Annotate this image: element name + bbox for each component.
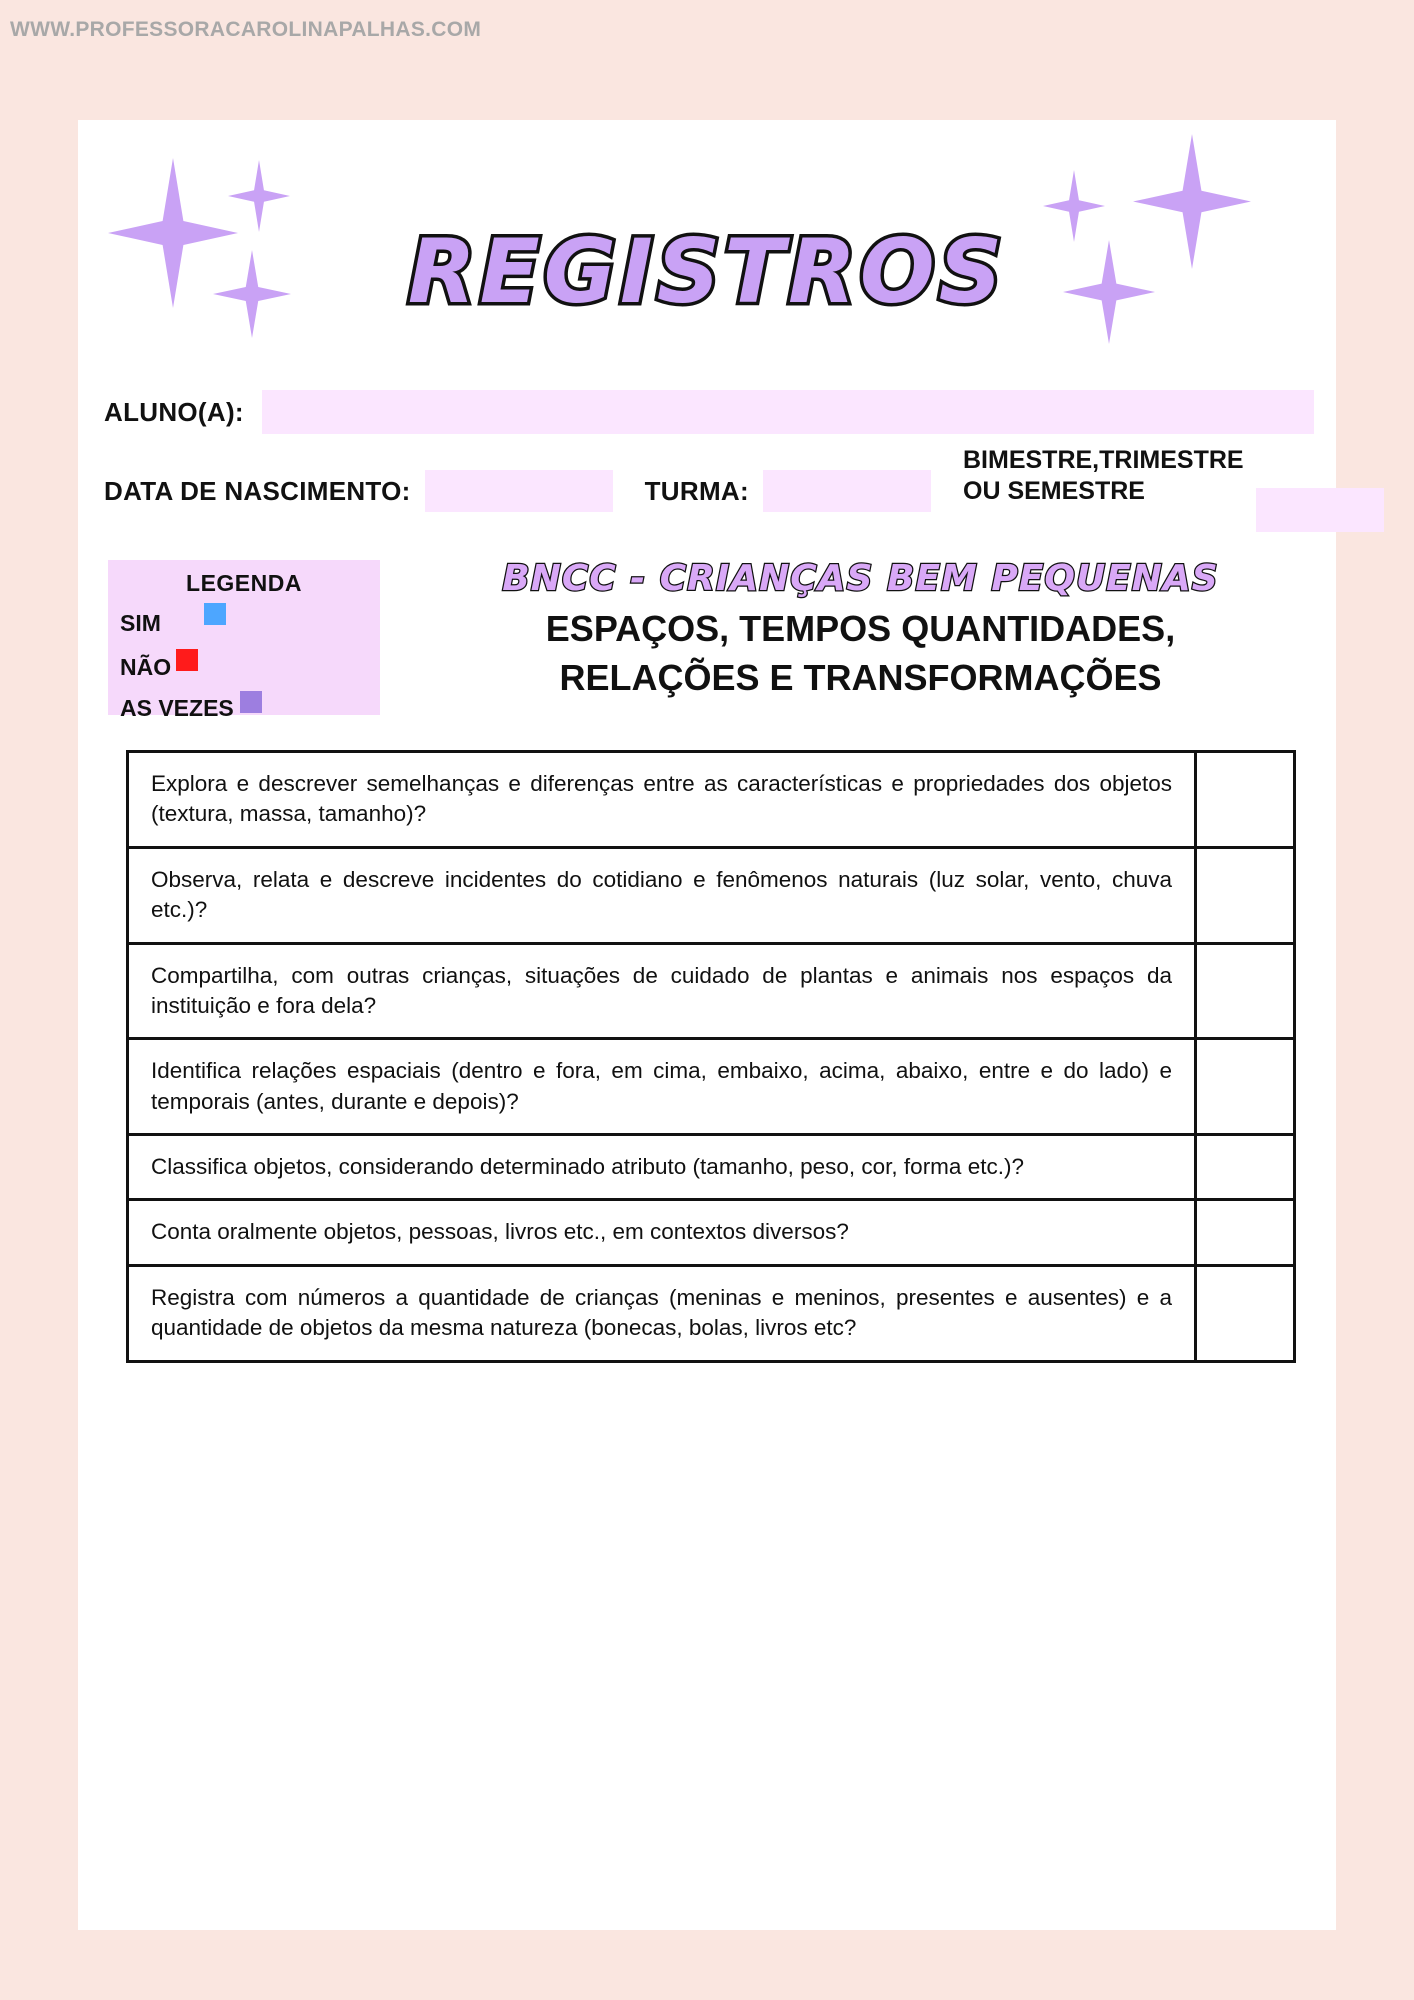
sparkle-icon [1043, 170, 1105, 242]
criteria-text: Classifica objetos, considerando determinado atributo (tamanho, peso, cor, forma etc.)? [128, 1135, 1196, 1200]
sparkle-icon [1133, 134, 1251, 269]
student-name-row [104, 390, 1314, 434]
bncc-heading: BNCC - CRIANÇAS BEM PEQUENAS [502, 558, 1219, 599]
legend-label-as-vezes: AS VEZES [120, 694, 234, 721]
criteria-text: Observa, relata e descreve incidentes do cotidiano e fenômenos naturais (luz solar, vento, chuva etc.)? [128, 847, 1196, 943]
student-name-label: ALUNO(A): [104, 396, 244, 427]
table-row [128, 1135, 1295, 1200]
table-row [128, 1039, 1295, 1135]
sparkle-icon [1063, 240, 1155, 344]
table-row [128, 847, 1295, 943]
sparkle-icon [108, 158, 238, 308]
legend-label-nao: NÃO [120, 653, 172, 680]
legend-label-sim: SIM [120, 609, 161, 636]
birthdate-input[interactable] [425, 470, 613, 512]
legend-item-as-vezes [108, 691, 380, 725]
table-row [128, 1200, 1295, 1265]
criteria-mark-cell[interactable] [1196, 943, 1295, 1039]
period-label-line2: OU SEMESTRE [963, 477, 1145, 506]
criteria-text: Registra com números a quantidade de crianças (meninas e meninos, presentes e ausentes) e a quantidade de objetos da mesma natureza (bonecas, bolas, livros etc? [128, 1265, 1196, 1361]
legend-swatch-sim-icon [204, 603, 226, 625]
legend-item-nao [108, 649, 380, 685]
page-title-wrap [78, 220, 1336, 323]
worksheet-page [78, 120, 1336, 1930]
class-input[interactable] [763, 470, 931, 512]
criteria-mark-cell[interactable] [1196, 1039, 1295, 1135]
section-subtitle-line2: RELAÇÕES E TRANSFORMAÇÕES [559, 656, 1162, 698]
criteria-text: Conta oralmente objetos, pessoas, livros etc., em contextos diversos? [128, 1200, 1196, 1265]
criteria-text: Explora e descrever semelhanças e diferenças entre as características e propriedades dos objetos (textura, massa, tamanho)? [128, 752, 1196, 848]
class-label: TURMA: [644, 475, 749, 506]
table-row [128, 943, 1295, 1039]
criteria-mark-cell[interactable] [1196, 1135, 1295, 1200]
criteria-mark-cell[interactable] [1196, 847, 1295, 943]
section-subtitle-line1: ESPAÇOS, TEMPOS QUANTIDADES, [545, 608, 1176, 649]
criteria-table [126, 750, 1296, 1363]
criteria-mark-cell[interactable] [1196, 1265, 1295, 1361]
sparkle-icon [213, 250, 291, 338]
legend-box [108, 560, 380, 721]
legend-swatch-nao-icon [176, 649, 198, 671]
table-row [128, 752, 1295, 848]
legend-swatch-as-vezes-icon [240, 691, 262, 713]
criteria-text: Compartilha, com outras crianças, situações de cuidado de plantas e animais nos espaços da instituição e fora dela? [128, 943, 1196, 1039]
period-label [963, 445, 1244, 508]
sparkle-icon [228, 160, 290, 232]
legend-title: LEGENDA [186, 570, 302, 596]
section-subtitle [408, 605, 1313, 702]
criteria-text: Identifica relações espaciais (dentro e fora, em cima, embaixo, acima, abaixo, entre e do lado) e temporais (antes, durante e depois)? [128, 1039, 1196, 1135]
criteria-mark-cell[interactable] [1196, 1200, 1295, 1265]
criteria-mark-cell[interactable] [1196, 752, 1295, 848]
period-input[interactable] [1256, 488, 1384, 532]
period-label-line1: BIMESTRE,TRIMESTRE [963, 446, 1244, 474]
page-title: REGISTROS [407, 220, 1007, 323]
student-name-input[interactable] [262, 390, 1314, 434]
birthdate-label: DATA DE NASCIMENTO: [104, 475, 411, 506]
site-watermark: WWW.PROFESSORACAROLINAPALHAS.COM [10, 18, 482, 41]
legend-item-sim [108, 603, 380, 643]
table-row [128, 1265, 1295, 1361]
